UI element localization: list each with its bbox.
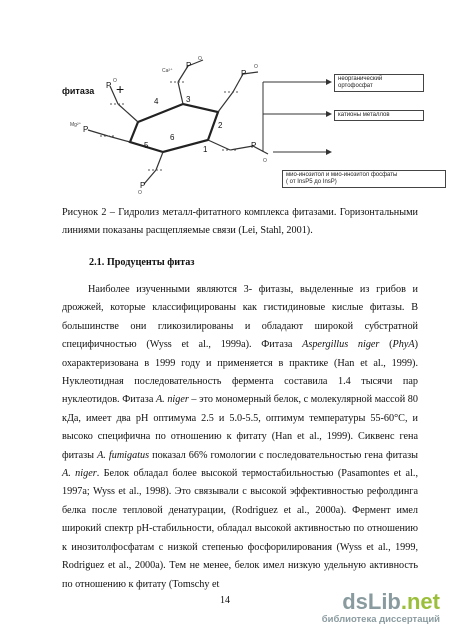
svg-text:Mg²⁺: Mg²⁺ [70, 122, 82, 128]
ring-number-5: 5 [144, 141, 149, 150]
phosphate-p-1: P [186, 61, 192, 70]
phosphate-p-6: P [83, 125, 89, 134]
figure-caption: Рисунок 2 – Гидролиз металл-фитатного комплекса фитазами. Горизонтальными линиями показаны расщепляемые связи (Lei, Stahl, 2001). [62, 207, 418, 237]
gene-name: PhyA [392, 339, 415, 351]
species-name: A. niger [155, 394, 189, 406]
box-orthophosphate: неорганический ортофосфат [334, 74, 424, 92]
page-number: 14 [220, 595, 230, 606]
phosphate-p-3: P [106, 81, 112, 90]
body-paragraph: Наиболее изученными являются 3- фитазы, выделенные из грибов и дрожжей, которые классифицированы как гистидиновые кислые фитазы. В большинстве они гликозилированы и обладают широкой субстратной специфичностью (Wyss et al., 1999a). Фитаза Aspergillus niger (PhyA) охарактеризована в 1999 году и применяется в практике (Han et al., 1999). Нуклеотидная последовательность фермента составила 1.4 тысячи пар нуклеотидов. Фитаза A. niger – это мономерный белок, с молекулярной массой 80 кДа, имеет два pH оптимума 2.5 и 5.0-5.5, оптимум температуры 55-60°C, и высоко специфична по отношению к фитату (Han et al., 1999). Сиквенс гена фитазы A. fumigatus показал 66% гомологии с последовательностью гена фитазы A. niger. Белок обладал более высокой термостабильностью (Pasamontes et al., 1997a; Wyss et al., 1998). Это связывали с высокой эффективностью рефолдинга белка после тепловой денатурации, (Rodriguez et al., 2000a). Фермент имел широкий спектр pH-стабильности, обладал высокой активностью по отношению к инозитолфосфатам с низкой степенью фосфорилирования (Wyss et al., 1999, Rodriguez et al., 2000a). Тем не менее, белок имел низкую удельную активность по отношению к фитату (Tomschy et [62, 284, 418, 590]
svg-text:O: O [138, 190, 142, 196]
species-name: A. fumigatus [97, 449, 150, 461]
species-name: Aspergillus niger [302, 339, 380, 351]
ring-number-2: 2 [218, 121, 223, 130]
ring-number-6: 6 [170, 133, 175, 142]
svg-text:Ca²⁺: Ca²⁺ [162, 68, 173, 74]
section-heading: 2.1. Продуценты фитаз [89, 257, 195, 268]
svg-text:O: O [198, 56, 202, 62]
watermark-logo: dsLib.net [342, 589, 440, 614]
box-inositol-phosphates: мио-инозитол и мио-инозитол фосфаты ( от InsP5 до InsP) [282, 170, 446, 188]
ring-number-4: 4 [154, 97, 159, 106]
svg-text:O: O [113, 78, 117, 84]
phosphate-p-4: P [251, 141, 257, 150]
species-name: A. niger [62, 468, 97, 480]
svg-text:O: O [254, 64, 258, 70]
figure-phytate-hydrolysis [58, 52, 448, 202]
plus-sign: + [116, 81, 125, 97]
watermark [322, 590, 440, 625]
phosphate-p-5: P [140, 181, 146, 190]
watermark-subtitle: библиотека диссертаций [321, 614, 440, 625]
box-metal-cations: катионы металлов [334, 110, 424, 121]
ring-number-1: 1 [203, 145, 208, 154]
enzyme-label: фитаза [62, 86, 95, 96]
phosphate-p-2: P [241, 69, 247, 78]
ring-number-3: 3 [186, 95, 191, 104]
svg-text:O: O [263, 158, 267, 164]
